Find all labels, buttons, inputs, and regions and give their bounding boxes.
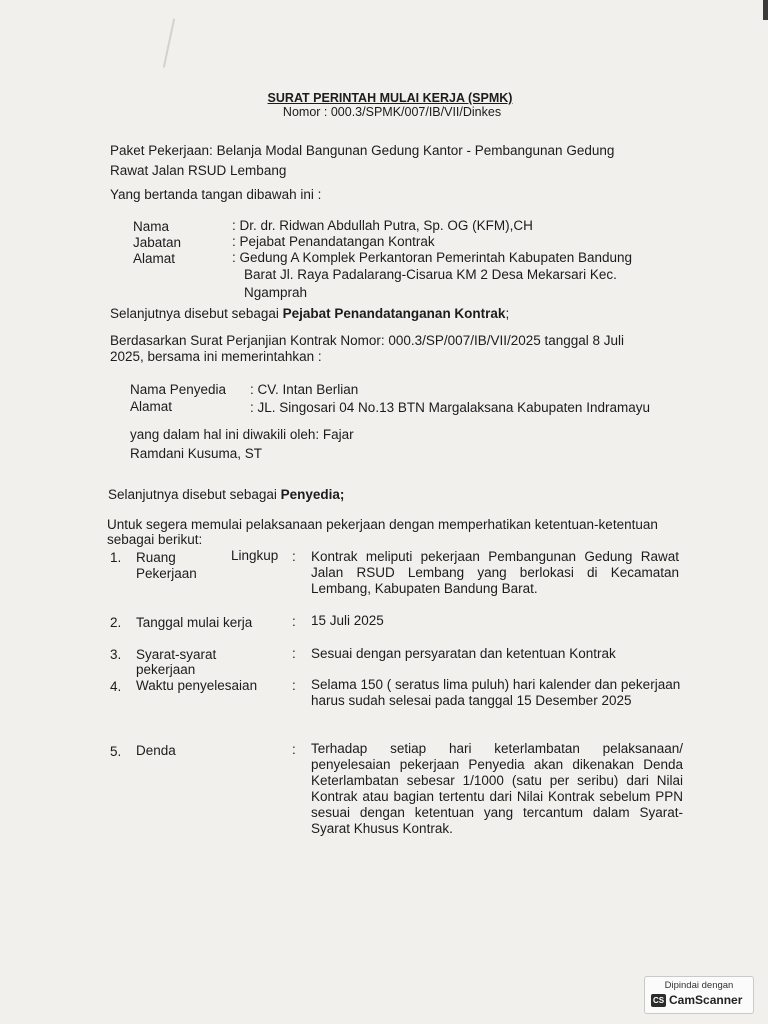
disebut-pejabat bbox=[110, 306, 509, 322]
penyedia-wakil-line-1: yang dalam hal ini diwakili oleh: Fajar bbox=[130, 427, 354, 442]
item-2-label: Tanggal mulai kerja bbox=[136, 615, 253, 630]
item-4-colon: : bbox=[292, 678, 296, 693]
item-2-colon: : bbox=[292, 614, 296, 629]
scan-edge-mark bbox=[763, 0, 768, 20]
scan-scratch-mark bbox=[163, 18, 175, 67]
pejabat-alamat-line-1: : Gedung A Komplek Perkantoran Pemerintah Kabupaten Bandung bbox=[232, 250, 633, 265]
item-1-label-a: Ruang bbox=[136, 550, 176, 565]
pejabat-nama-value: : Dr. dr. Ridwan Abdullah Putra, Sp. OG (KFM),CH bbox=[232, 218, 533, 233]
item-1-label-b: Lingkup bbox=[231, 548, 279, 563]
pejabat-jabatan-label: Jabatan bbox=[133, 235, 182, 250]
item-3-number: 3. bbox=[110, 647, 122, 662]
item-3-colon: : bbox=[292, 646, 296, 661]
item-2-value: 15 Juli 2025 bbox=[311, 613, 384, 628]
ketentuan-line-2: sebagai berikut: bbox=[107, 532, 203, 547]
pejabat-alamat-line-2: Barat Jl. Raya Padalarang-Cisarua KM 2 Desa Mekarsari Kec. bbox=[244, 267, 617, 282]
ketentuan-line-1: Untuk segera memulai pelaksanaan pekerjaan dengan memperhatikan ketentuan-ketentuan bbox=[107, 517, 658, 532]
paket-line-2: Rawat Jalan RSUD Lembang bbox=[110, 163, 287, 178]
item-5-label: Denda bbox=[136, 743, 176, 758]
disebut-pejabat-prefix: Selanjutnya disebut sebagai bbox=[110, 306, 283, 321]
stamp-brand: CamScanner bbox=[669, 993, 743, 1007]
document-number: Nomor : 000.3/SPMK/007/IB/VII/Dinkes bbox=[282, 105, 502, 119]
pejabat-alamat-line-3: Ngamprah bbox=[244, 285, 308, 300]
penyedia-alamat-label: Alamat bbox=[130, 399, 173, 414]
item-5-colon: : bbox=[292, 742, 296, 757]
camscanner-stamp bbox=[644, 976, 754, 1014]
item-5-number: 5. bbox=[110, 744, 122, 759]
item-4-number: 4. bbox=[110, 679, 122, 694]
item-1-colon: : bbox=[292, 549, 296, 564]
item-3-label-c: pekerjaan bbox=[136, 662, 196, 677]
disebut-pejabat-suffix: ; bbox=[505, 306, 510, 321]
penyedia-nama-value: : CV. Intan Berlian bbox=[250, 382, 359, 397]
disebut-penyedia bbox=[108, 487, 344, 503]
item-4-value: Selama 150 ( seratus lima puluh) hari kalender dan pekerjaan harus sudah selesai pada tanggal 15 Desember 2025 bbox=[311, 677, 681, 708]
pejabat-alamat-label: Alamat bbox=[133, 251, 176, 266]
paket-line-1: Paket Pekerjaan: Belanja Modal Bangunan Gedung Kantor - Pembangunan Gedung bbox=[110, 143, 615, 158]
item-3-value: Sesuai dengan persyaratan dan ketentuan Kontrak bbox=[311, 646, 616, 661]
penyedia-nama-label: Nama Penyedia bbox=[130, 382, 227, 397]
item-2-number: 2. bbox=[110, 615, 122, 630]
dasar-line-2: 2025, bersama ini memerintahkan : bbox=[110, 349, 322, 364]
item-1-label-c: Pekerjaan bbox=[136, 566, 197, 581]
item-1-number: 1. bbox=[110, 550, 122, 565]
item-5-value: Terhadap setiap hari keterlambatan pelaksanaan/ penyelesaian pekerjaan Penyedia akan dikenakan Denda Keterlambatan sebesar 1/1000 (satu per seribu) dari Nilai Kontrak atau bagian tertentu dari Nilai Kontrak sebelum PPN sesuai dengan ketentuan yang tercantum dalam Syarat-Syarat Khusus Kontrak. bbox=[311, 741, 683, 836]
item-1-value: Kontrak meliputi pekerjaan Pembangunan Gedung Rawat Jalan RSUD Lembang yang berlokasi di Kecamatan Lembang, Kabupaten Bandung Barat. bbox=[311, 549, 679, 596]
disebut-pejabat-bold: Pejabat Penandatanganan Kontrak bbox=[282, 306, 506, 321]
document-title: SURAT PERINTAH MULAI KERJA (SPMK) bbox=[267, 91, 513, 105]
disebut-penyedia-bold: Penyedia; bbox=[280, 487, 345, 502]
stamp-caption: Dipindai dengan bbox=[664, 980, 734, 991]
intro-text: Yang bertanda tangan dibawah ini : bbox=[110, 187, 322, 202]
pejabat-nama-label: Nama bbox=[133, 219, 170, 234]
item-4-label: Waktu penyelesaian bbox=[136, 678, 258, 693]
disebut-penyedia-prefix: Selanjutnya disebut sebagai bbox=[108, 487, 281, 502]
penyedia-wakil-line-2: Ramdani Kusuma, ST bbox=[130, 446, 263, 461]
item-3-label: Syarat-syarat bbox=[136, 647, 217, 662]
camscanner-icon: CS bbox=[652, 996, 665, 1005]
pejabat-jabatan-value: : Pejabat Penandatangan Kontrak bbox=[232, 234, 435, 249]
dasar-line-1: Berdasarkan Surat Perjanjian Kontrak Nomor: 000.3/SP/007/IB/VII/2025 tanggal 8 Juli bbox=[110, 333, 625, 348]
penyedia-alamat-value: : JL. Singosari 04 No.13 BTN Margalaksana Kabupaten Indramayu bbox=[250, 400, 650, 415]
